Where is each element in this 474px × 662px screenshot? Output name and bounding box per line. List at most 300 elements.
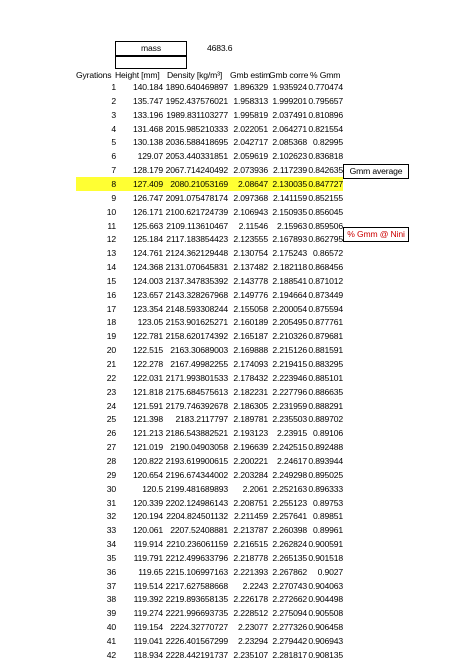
- density-cell: 2109.113610467: [166, 220, 228, 231]
- height-cell: 119.514: [133, 580, 163, 591]
- gmb-corre-cell: 2.260398: [272, 525, 307, 536]
- gmb-corre-cell: 2.252163: [272, 483, 307, 494]
- height-cell: 120.822: [132, 455, 163, 466]
- height-cell: 122.781: [132, 331, 163, 342]
- table-row: [0, 454, 474, 468]
- gyration-cell: 42: [106, 649, 116, 660]
- gmb-corre-cell: 2.272662: [272, 594, 307, 605]
- height-cell: 122.515: [132, 345, 163, 356]
- density-cell: 2183.2117797: [175, 414, 228, 425]
- gmb-corre-cell: 2.037491: [272, 109, 307, 120]
- density-cell: 2137.347835392: [165, 275, 228, 286]
- gmb-corre-cell: 2.130035: [272, 178, 307, 189]
- gmb-estim-cell: 2.143778: [233, 275, 268, 286]
- table-row: [0, 412, 474, 426]
- density-cell: 2117.183854423: [166, 234, 228, 245]
- gmb-estim-cell: 1.958313: [233, 95, 268, 106]
- pct-gmm-cell: 0.895025: [308, 469, 343, 480]
- height-cell: 121.019: [132, 442, 163, 453]
- gmb-estim-cell: 2.186305: [233, 400, 268, 411]
- density-cell: 2143.328267968: [165, 289, 228, 300]
- height-cell: 126.747: [132, 192, 163, 203]
- gmm-nini-label: % Gmm @ Nini: [343, 227, 409, 242]
- height-cell: 121.591: [132, 400, 163, 411]
- gmb-corre-cell: 2.205495: [272, 317, 307, 328]
- gyration-cell: 41: [106, 636, 116, 646]
- density-cell: 1890.640469897: [165, 82, 228, 92]
- gmb-corre-cell: 2.194664: [272, 289, 307, 300]
- pct-gmm-cell: 0.879681: [308, 331, 343, 342]
- pct-gmm-cell: 0.89851: [312, 511, 343, 522]
- gmb-corre-cell: 2.141159: [272, 192, 307, 203]
- gmb-estim-cell: 2.155058: [233, 303, 268, 314]
- gmb-corre-cell: 2.249298: [272, 469, 307, 480]
- height-cell: 119.392: [133, 594, 163, 605]
- density-cell: 2199.481689893: [165, 483, 228, 494]
- gmb-estim-cell: 2.130754: [233, 248, 268, 259]
- height-cell: 125.663: [132, 220, 163, 231]
- height-cell: 128.179: [132, 165, 163, 176]
- density-cell: 2015.985210333: [165, 123, 228, 134]
- gmb-corre-cell: 2.235503: [272, 414, 307, 425]
- mass-value: 4683.6: [207, 43, 233, 53]
- gmb-estim-cell: 2.149776: [233, 289, 268, 300]
- height-cell: 120.5: [142, 483, 163, 494]
- gyration-cell: 30: [106, 483, 116, 494]
- density-cell: 2100.621724739: [165, 206, 228, 217]
- gmb-corre-cell: 2.102623: [272, 151, 307, 162]
- height-cell: 123.354: [132, 303, 163, 314]
- pct-gmm-cell: 0.904063: [308, 580, 343, 591]
- pct-gmm-cell: 0.889702: [308, 414, 343, 425]
- table-row: [0, 468, 474, 482]
- table-row: [0, 329, 474, 343]
- gyration-cell: 15: [106, 275, 116, 286]
- table-row: [0, 509, 474, 523]
- height-cell: 118.934: [133, 649, 163, 660]
- gmb-corre-cell: 2.262824: [272, 539, 307, 550]
- gyration-cell: 18: [106, 317, 116, 328]
- header-pct-gmm: % Gmm: [310, 70, 341, 80]
- density-cell: 2036.588418695: [165, 137, 228, 148]
- table-row: [76, 177, 343, 191]
- density-cell: 2148.593308244: [165, 303, 228, 314]
- gmb-estim-cell: 2.226178: [233, 594, 268, 605]
- gyration-cell: 38: [106, 594, 116, 605]
- table-row: [0, 274, 474, 288]
- pct-gmm-cell: 0.810896: [308, 109, 343, 120]
- header-gyrations: Gyrations: [76, 70, 112, 80]
- table-row: [0, 399, 474, 413]
- height-cell: 122.031: [132, 372, 163, 383]
- gyration-cell: 22: [106, 372, 116, 383]
- pct-gmm-cell: 0.901518: [308, 552, 343, 563]
- table-row: [0, 205, 474, 219]
- pct-gmm-cell: 0.881591: [308, 345, 343, 356]
- table-row: [0, 496, 474, 510]
- height-cell: 119.154: [133, 622, 163, 633]
- gmb-estim-cell: 2.042717: [233, 137, 268, 148]
- density-cell: 2179.746392678: [165, 400, 228, 411]
- gmb-estim-cell: 2.193123: [233, 428, 268, 439]
- gmb-corre-cell: 2.117239: [272, 165, 307, 176]
- pct-gmm-cell: 0.875594: [308, 303, 343, 314]
- gmb-estim-cell: 2.23077: [237, 622, 268, 633]
- height-cell: 122.278: [132, 359, 163, 369]
- gmb-estim-cell: 2.178432: [233, 372, 268, 383]
- table-row: [0, 592, 474, 606]
- height-cell: 125.184: [132, 234, 163, 245]
- density-cell: 2224.32770727: [170, 622, 228, 633]
- pct-gmm-cell: 0.905508: [308, 608, 343, 619]
- density-cell: 2219.893658135: [165, 594, 228, 605]
- gyration-cell: 12: [106, 234, 116, 245]
- gyration-cell: 2: [111, 95, 116, 106]
- gmb-corre-cell: 2.227796: [272, 386, 307, 397]
- header-height: Height [mm]: [115, 70, 160, 80]
- gmb-corre-cell: 2.200054: [272, 303, 307, 314]
- gyration-cell: 36: [106, 566, 116, 577]
- pct-gmm-cell: 0.908135: [308, 649, 343, 660]
- density-cell: 2202.124986143: [165, 497, 228, 508]
- pct-gmm-cell: 0.856045: [308, 206, 343, 217]
- pct-gmm-cell: 0.836818: [308, 151, 343, 162]
- pct-gmm-cell: 0.862795: [308, 234, 343, 245]
- density-cell: 2190.04903058: [170, 442, 228, 453]
- gyration-cell: 13: [106, 248, 116, 259]
- table-row: [0, 357, 474, 371]
- density-cell: 2207.52408881: [170, 525, 228, 536]
- gyration-cell: 28: [106, 455, 116, 466]
- density-cell: 2053.440331851: [165, 151, 228, 162]
- gmb-corre-cell: 2.188541: [272, 275, 307, 286]
- pct-gmm-cell: 0.871012: [308, 275, 343, 286]
- height-cell: 131.468: [132, 123, 163, 134]
- pct-gmm-cell: 0.847727: [308, 178, 343, 189]
- density-cell: 1952.437576021: [165, 95, 228, 106]
- gmb-estim-cell: 2.169888: [233, 345, 268, 356]
- table-row: [0, 620, 474, 634]
- mass-label: mass: [141, 43, 161, 53]
- height-cell: 124.368: [132, 262, 163, 273]
- gmb-corre-cell: 2.279442: [272, 636, 307, 646]
- gmb-corre-cell: 2.219415: [272, 359, 307, 369]
- gyration-cell: 5: [111, 137, 116, 148]
- density-cell: 2080.21053169: [170, 178, 228, 189]
- density-cell: 2124.362129448: [165, 248, 228, 259]
- density-cell: 2067.714240492: [165, 165, 228, 176]
- table-row: [0, 302, 474, 316]
- gmb-estim-cell: 2.213787: [233, 525, 268, 536]
- gmb-corre-cell: 1.999201: [272, 95, 307, 106]
- pct-gmm-cell: 0.904498: [308, 594, 343, 605]
- header-gmb-estim: Gmb estim: [230, 70, 271, 80]
- table-row: [0, 135, 474, 149]
- gyration-cell: 23: [106, 386, 116, 397]
- gyration-cell: 16: [106, 289, 116, 300]
- density-cell: 2175.684575613: [165, 386, 228, 397]
- table-row: [0, 246, 474, 260]
- pct-gmm-cell: 0.886635: [308, 386, 343, 397]
- gmb-corre-cell: 2.210326: [272, 331, 307, 342]
- gmb-estim-cell: 2.022051: [233, 123, 268, 134]
- gmb-corre-cell: 2.275094: [272, 608, 307, 619]
- pct-gmm-cell: 0.892488: [308, 442, 343, 453]
- gyration-cell: 25: [106, 414, 116, 425]
- gyration-cell: 7: [111, 165, 116, 176]
- density-cell: 2193.619900615: [165, 455, 228, 466]
- pct-gmm-cell: 0.770474: [308, 82, 343, 92]
- gmb-estim-cell: 2.211459: [233, 511, 268, 522]
- table-row: [0, 579, 474, 593]
- density-cell: 2158.620174392: [165, 331, 228, 342]
- height-cell: 123.657: [132, 289, 163, 300]
- gmb-corre-cell: 2.242515: [272, 442, 307, 453]
- gmb-estim-cell: 2.106943: [233, 206, 268, 217]
- table-row: [0, 565, 474, 579]
- gmb-corre-cell: 2.270743: [272, 580, 307, 591]
- pct-gmm-cell: 0.896333: [308, 483, 343, 494]
- density-cell: 2163.30689003: [170, 345, 228, 356]
- density-cell: 2204.824501132: [166, 511, 228, 522]
- density-cell: 2167.49982255: [170, 359, 228, 369]
- density-cell: 2221.996693735: [165, 608, 228, 619]
- gmb-estim-cell: 2.196639: [233, 442, 268, 453]
- table-row: [0, 315, 474, 329]
- gmm-average-label: Gmm average: [343, 164, 409, 179]
- table-row: [0, 343, 474, 357]
- gmb-corre-cell: 2.265135: [272, 552, 307, 563]
- density-cell: 2210.236061159: [166, 539, 228, 550]
- height-cell: 127.409: [132, 178, 163, 189]
- height-cell: 120.061: [132, 525, 163, 536]
- table-row: [0, 260, 474, 274]
- table-row: [0, 648, 474, 662]
- table-row: [0, 149, 474, 163]
- height-cell: 119.65: [138, 566, 163, 577]
- table-row: [0, 634, 474, 648]
- height-cell: 119.274: [133, 608, 163, 619]
- pct-gmm-cell: 0.877761: [308, 317, 343, 328]
- gyration-cell: 11: [107, 220, 116, 231]
- height-cell: 126.171: [132, 206, 163, 217]
- pct-gmm-cell: 0.906943: [308, 636, 343, 646]
- density-cell: 2171.993801533: [165, 372, 228, 383]
- height-cell: 124.761: [132, 248, 163, 259]
- gmb-corre-cell: 2.281817: [272, 649, 307, 660]
- table-row: [0, 606, 474, 620]
- gmb-corre-cell: 2.23915: [276, 428, 307, 439]
- header-gmb-corre: Gmb corre: [269, 70, 309, 80]
- pct-gmm-cell: 0.868456: [308, 262, 343, 273]
- gmb-estim-cell: 2.2243: [242, 580, 268, 591]
- height-cell: 119.791: [133, 552, 163, 563]
- gmb-estim-cell: 2.08647: [237, 178, 268, 189]
- gmb-corre-cell: 1.935924: [272, 82, 307, 92]
- pct-gmm-cell: 0.893944: [308, 455, 343, 466]
- height-cell: 121.398: [132, 414, 163, 425]
- gyration-cell: 33: [106, 525, 116, 536]
- density-cell: 2212.499633796: [165, 552, 228, 563]
- table-row: [0, 80, 474, 94]
- density-cell: 2217.627588668: [165, 580, 228, 591]
- gmb-estim-cell: 2.059619: [233, 151, 268, 162]
- gmb-corre-cell: 2.215126: [272, 345, 307, 356]
- table-row: [0, 371, 474, 385]
- gmb-estim-cell: 2.189781: [233, 414, 268, 425]
- gyration-cell: 19: [106, 331, 116, 342]
- empty-cell-box: [115, 56, 187, 69]
- gmb-corre-cell: 2.085368: [272, 137, 307, 148]
- height-cell: 121.213: [132, 428, 163, 439]
- gmb-estim-cell: 2.200221: [233, 455, 268, 466]
- gyration-cell: 29: [106, 469, 116, 480]
- gmb-estim-cell: 2.23294: [237, 636, 268, 646]
- pct-gmm-cell: 0.873449: [308, 289, 343, 300]
- gmb-estim-cell: 1.995819: [233, 109, 268, 120]
- gyration-cell: 26: [106, 428, 116, 439]
- table-row: [0, 288, 474, 302]
- height-cell: 119.914: [133, 539, 163, 550]
- gmb-corre-cell: 2.150935: [272, 206, 307, 217]
- gmb-estim-cell: 2.218778: [233, 552, 268, 563]
- gmb-estim-cell: 2.208751: [233, 497, 268, 508]
- table-row: [0, 523, 474, 537]
- gyration-cell: 8: [111, 178, 116, 189]
- density-cell: 2228.442191737: [165, 649, 228, 660]
- height-cell: 133.196: [132, 109, 163, 120]
- gmb-estim-cell: 2.228512: [233, 608, 268, 619]
- height-cell: 120.339: [132, 497, 163, 508]
- density-cell: 2196.674344002: [165, 469, 228, 480]
- gmb-corre-cell: 2.064271: [272, 123, 307, 134]
- gyration-cell: 17: [106, 303, 116, 314]
- gyration-cell: 3: [111, 109, 116, 120]
- pct-gmm-cell: 0.906458: [308, 622, 343, 633]
- height-cell: 120.654: [132, 469, 163, 480]
- density-cell: 2131.070645831: [165, 262, 228, 273]
- gmb-corre-cell: 2.255123: [272, 497, 307, 508]
- gmb-estim-cell: 1.896329: [233, 82, 268, 92]
- gyration-cell: 35: [106, 552, 116, 563]
- density-cell: 2226.401567299: [165, 636, 228, 646]
- density-cell: 2091.075478174: [165, 192, 228, 203]
- gyration-cell: 39: [106, 608, 116, 619]
- table-row: [0, 385, 474, 399]
- pct-gmm-cell: 0.86572: [312, 248, 343, 259]
- gyration-cell: 10: [106, 206, 116, 217]
- gmb-estim-cell: 2.11546: [238, 220, 268, 231]
- gmb-corre-cell: 2.277326: [272, 622, 307, 633]
- gmb-estim-cell: 2.182231: [233, 386, 268, 397]
- gmb-estim-cell: 2.097368: [233, 192, 268, 203]
- gyration-cell: 6: [111, 151, 116, 162]
- pct-gmm-cell: 0.795657: [308, 95, 343, 106]
- gmb-corre-cell: 2.15963: [276, 220, 307, 231]
- gmb-estim-cell: 2.221393: [233, 566, 268, 577]
- gmb-estim-cell: 2.216515: [233, 539, 268, 550]
- gmb-estim-cell: 2.235107: [233, 649, 268, 660]
- gyration-cell: 21: [106, 359, 116, 369]
- pct-gmm-cell: 0.82995: [312, 137, 343, 148]
- table-row: [0, 426, 474, 440]
- gyration-cell: 24: [106, 400, 116, 411]
- pct-gmm-cell: 0.852155: [308, 192, 343, 203]
- gmb-estim-cell: 2.203284: [233, 469, 268, 480]
- pct-gmm-cell: 0.89106: [312, 428, 343, 439]
- table-row: [0, 191, 474, 205]
- table-row: [0, 551, 474, 565]
- gmb-corre-cell: 2.231959: [272, 400, 307, 411]
- pct-gmm-cell: 0.859506: [308, 220, 343, 231]
- gyration-cell: 34: [106, 539, 116, 550]
- height-cell: 135.747: [132, 95, 163, 106]
- gyration-cell: 40: [106, 622, 116, 633]
- gmb-corre-cell: 2.175243: [272, 248, 307, 259]
- gmb-corre-cell: 2.24617: [276, 455, 307, 466]
- header-density: Density [kg/m³]: [167, 70, 223, 80]
- gyration-cell: 31: [106, 497, 116, 508]
- pct-gmm-cell: 0.821554: [308, 123, 343, 134]
- pct-gmm-cell: 0.89961: [312, 525, 343, 536]
- pct-gmm-cell: 0.885101: [308, 372, 343, 383]
- gyration-cell: 9: [111, 192, 116, 203]
- pct-gmm-cell: 0.9027: [317, 566, 343, 577]
- density-cell: 2153.901625271: [165, 317, 228, 328]
- table-row: [0, 108, 474, 122]
- height-cell: 123.05: [137, 317, 163, 328]
- pct-gmm-cell: 0.842635: [308, 165, 343, 176]
- gyration-cell: 4: [111, 123, 116, 134]
- height-cell: 120.194: [132, 511, 163, 522]
- height-cell: 130.138: [132, 137, 163, 148]
- table-row: [0, 94, 474, 108]
- pct-gmm-cell: 0.883295: [308, 359, 343, 369]
- table-row: [0, 482, 474, 496]
- gmb-estim-cell: 2.174093: [233, 359, 268, 369]
- gyration-cell: 37: [106, 580, 116, 591]
- gmb-estim-cell: 2.2061: [242, 483, 268, 494]
- density-cell: 2186.543882521: [165, 428, 228, 439]
- gmb-corre-cell: 2.182118: [272, 262, 307, 273]
- gmb-corre-cell: 2.257641: [272, 511, 307, 522]
- gmb-estim-cell: 2.123555: [233, 234, 268, 245]
- density-cell: 1989.831103277: [166, 109, 228, 120]
- gyration-cell: 32: [106, 511, 116, 522]
- gyration-cell: 20: [106, 345, 116, 356]
- height-cell: 129.07: [137, 151, 163, 162]
- gmb-corre-cell: 2.267862: [272, 566, 307, 577]
- gmb-corre-cell: 2.223946: [272, 372, 307, 383]
- gmb-estim-cell: 2.073936: [233, 165, 268, 176]
- gyration-cell: 27: [106, 442, 116, 453]
- pct-gmm-cell: 0.888291: [308, 400, 343, 411]
- height-cell: 121.818: [132, 386, 163, 397]
- gmb-estim-cell: 2.165187: [233, 331, 268, 342]
- gyration-cell: 1: [111, 82, 116, 92]
- height-cell: 124.003: [132, 275, 163, 286]
- table-row: [0, 537, 474, 551]
- pct-gmm-cell: 0.89753: [312, 497, 343, 508]
- table-row: [0, 122, 474, 136]
- density-cell: 2215.106997163: [165, 566, 228, 577]
- table-row: [0, 440, 474, 454]
- pct-gmm-cell: 0.900591: [308, 539, 343, 550]
- gmb-estim-cell: 2.137482: [233, 262, 268, 273]
- height-cell: 140.184: [132, 82, 163, 92]
- gmb-corre-cell: 2.167893: [272, 234, 307, 245]
- gyration-cell: 14: [106, 262, 116, 273]
